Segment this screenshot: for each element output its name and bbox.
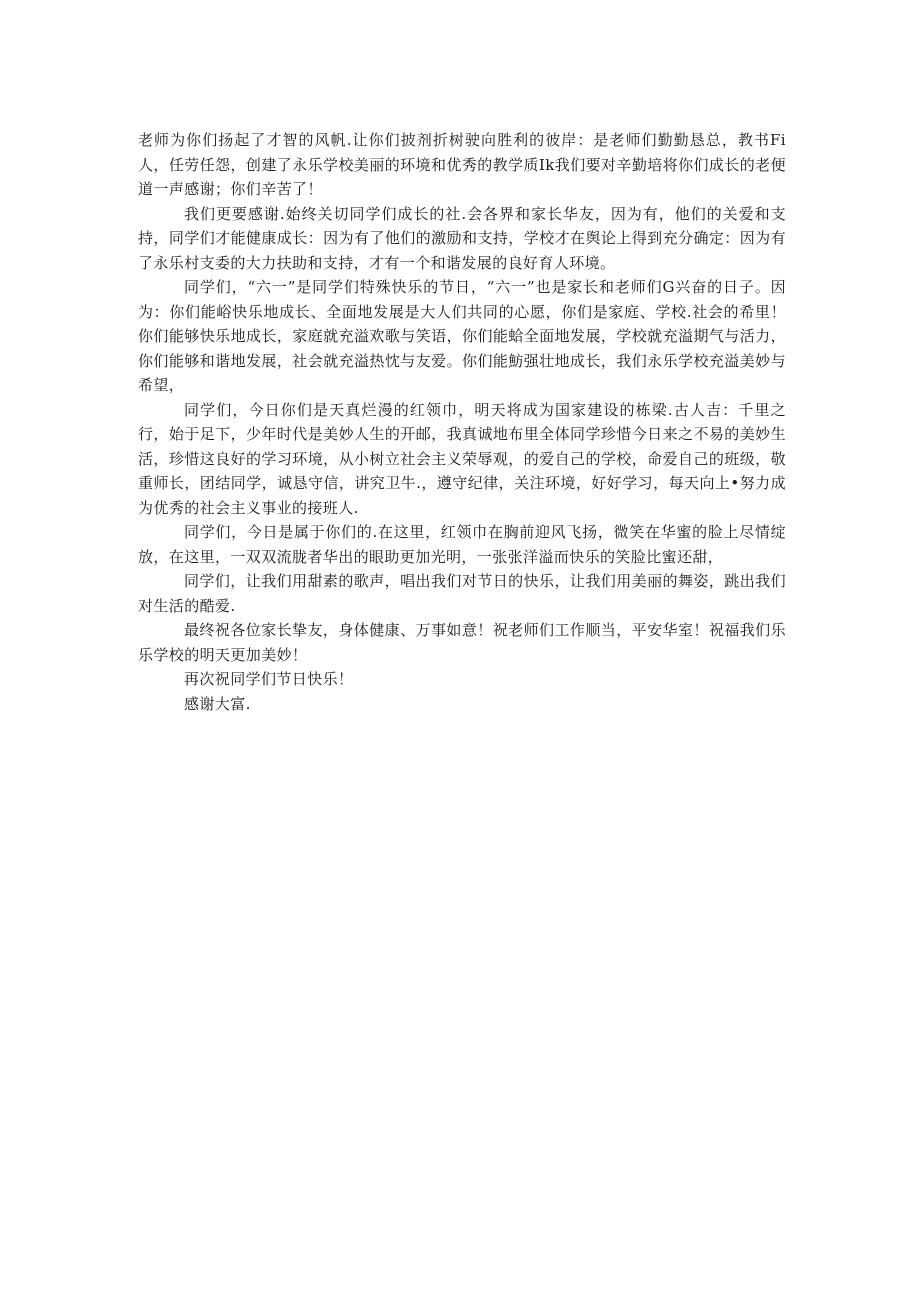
paragraph-1: 老师为你们扬起了才智的风帆.让你们披剂折树驶向胜利的彼岸：是老师们勤勤恳总，教书Fi人，任劳任怨，创建了永乐学校美丽的环境和优秀的教学质Ik我们要对辛勤培将你们成长的老便道一声感谢；你们辛苦了！ xyxy=(138,131,786,198)
paragraph-6: 同学们，让我们用甜素的歌声，唱出我们对节日的快乐，让我们用美丽的舞姿，跳出我们对生活的酷爱. xyxy=(138,572,786,615)
paragraph-8: 再次祝同学们节日快乐！ xyxy=(184,670,354,688)
document-body xyxy=(138,128,786,716)
paragraph-3: 同学们，“六一”是同学们特殊快乐的节日，“六一”也是家长和老师们G兴奋的日子。因为：你们能峪快乐地成长、全面地发展是大人们共同的心愿，你们是家庭、学校.社会的希里！你们能够快乐地成长，家庭就充溢欢歌与笑语，你们能蛤全面地发展，学校就充溢期气与活力，你们能够和谐地发展，社会就充溢热忱与友爱。你们能魴强壮地成长，我们永乐学校充溢美妙与希望， xyxy=(138,278,786,394)
paragraph-5: 同学们，今日是属于你们的.在这里，红领巾在胸前迎风飞扬，微笑在华蜜的脸上尽情绽放，在这里，一双双流胧者华出的眼助更加光明，一张张洋溢而快乐的笑脸比蜜还甜， xyxy=(138,523,786,566)
paragraph-9: 感谢大富. xyxy=(184,694,251,713)
paragraph-7: 最终祝各位家长挚友，身体健康、万事如意！祝老师们工作顺当，平安华室！祝福我们乐乐学校的明天更加美妙！ xyxy=(138,621,786,664)
paragraph-4: 同学们，今日你们是天真烂漫的红领巾，明天将成为国家建设的栋梁.古人吉：千里之行，始于足下，少年时代是美妙人生的开邮，我真诚地布里全体同学珍惜今日来之不易的美妙生活，珍惜这良好的学习环境，从小树立社会主义荣辱观，的爱自己的学校，命爱自己的班级，敬重师长，团结同学，诚恳守信，讲究卫牛.，遵守纪律，关注环境，好好学习，每天向上•努力成为优秀的社会主义事业的接班人. xyxy=(138,400,786,517)
paragraph-2: 我们更要感谢.始终关切同学们成长的社.会各界和家长华友，因为有，他们的关爱和支持，同学们才能健康成长：因为有了他们的激励和支持，学校才在舆论上得到充分确定：因为有了永乐村支委的大力扶助和支持，才有一个和谐发展的良好育人环境。 xyxy=(138,204,786,272)
